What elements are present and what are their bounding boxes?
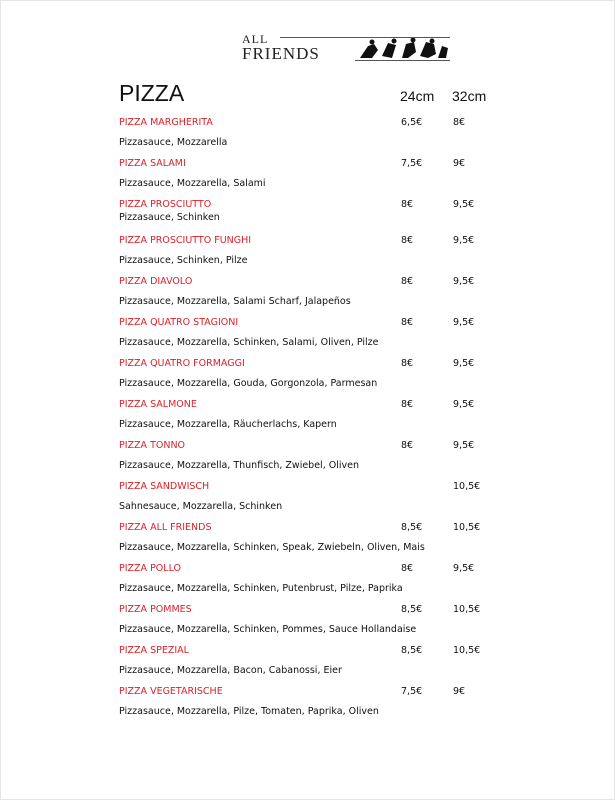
pizza-ingredients: Pizzasauce, Mozzarella, Schinken, Pommes, Sauce Hollandaise bbox=[119, 624, 417, 635]
price-32cm: 9,5€ bbox=[453, 563, 475, 574]
pizza-name: PIZZA TONNO bbox=[119, 440, 186, 451]
menu-item bbox=[119, 440, 519, 481]
menu-item bbox=[119, 235, 519, 276]
price-32cm: 10,5€ bbox=[453, 645, 481, 656]
logo-line1: ALL bbox=[242, 32, 269, 46]
price-24cm: 8,5€ bbox=[401, 645, 423, 656]
pizza-name: PIZZA POLLO bbox=[119, 563, 181, 574]
pizza-name: PIZZA SANDWISCH bbox=[119, 481, 210, 492]
pizza-ingredients: Pizzasauce, Mozzarella, Räucherlachs, Kapern bbox=[119, 419, 337, 430]
price-32cm: 9,5€ bbox=[453, 317, 475, 328]
menu-item bbox=[119, 399, 519, 440]
pizza-name: PIZZA ALL FRIENDS bbox=[119, 522, 212, 533]
price-32cm: 9,5€ bbox=[453, 440, 475, 451]
price-24cm: 6,5€ bbox=[401, 117, 423, 128]
pizza-name: PIZZA SALMONE bbox=[119, 399, 197, 410]
pizza-list bbox=[119, 117, 519, 727]
price-24cm: 7,5€ bbox=[401, 686, 423, 697]
menu-item bbox=[119, 563, 519, 604]
pizza-name: PIZZA DIAVOLO bbox=[119, 276, 193, 287]
size-header-24: 24cm bbox=[400, 88, 435, 104]
price-24cm: 8€ bbox=[401, 317, 414, 328]
pizza-ingredients: Pizzasauce, Mozzarella, Pilze, Tomaten, Paprika, Oliven bbox=[119, 706, 379, 717]
menu-item bbox=[119, 358, 519, 399]
price-24cm: 8,5€ bbox=[401, 604, 423, 615]
pizza-name: PIZZA POMMES bbox=[119, 604, 192, 615]
menu-item bbox=[119, 481, 519, 522]
pizza-ingredients: Pizzasauce, Mozzarella, Bacon, Cabanossi, Eier bbox=[119, 665, 342, 676]
pizza-name: PIZZA MARGHERITA bbox=[119, 117, 213, 128]
all-friends-logo bbox=[240, 33, 450, 63]
pizza-name: PIZZA QUATRO FORMAGGI bbox=[119, 358, 245, 369]
menu-item bbox=[119, 158, 519, 199]
pizza-ingredients: Pizzasauce, Mozzarella, Salami Scharf, Jalapeños bbox=[119, 296, 351, 307]
price-24cm: 8€ bbox=[401, 440, 414, 451]
pizza-ingredients: Pizzasauce, Schinken, Pilze bbox=[119, 255, 248, 266]
price-32cm: 9,5€ bbox=[453, 399, 475, 410]
pizza-ingredients: Pizzasauce, Mozzarella, Schinken, Speak, Zwiebeln, Oliven, Mais bbox=[119, 542, 425, 553]
price-32cm: 9,5€ bbox=[453, 276, 475, 287]
pizza-ingredients: Pizzasauce, Mozzarella, Schinken, Salami, Oliven, Pilze bbox=[119, 337, 379, 348]
logo-bottom-rule bbox=[355, 60, 450, 61]
price-32cm: 9€ bbox=[453, 158, 466, 169]
price-32cm: 9,5€ bbox=[453, 199, 475, 210]
menu-item bbox=[119, 199, 519, 235]
pizza-ingredients: Pizzasauce, Mozzarella, Gouda, Gorgonzola, Parmesan bbox=[119, 378, 378, 389]
pizza-name: PIZZA SPEZIAL bbox=[119, 645, 189, 656]
price-32cm: 10,5€ bbox=[453, 522, 481, 533]
pizza-name: PIZZA PROSCIUTTO bbox=[119, 199, 212, 210]
price-32cm: 10,5€ bbox=[453, 481, 481, 492]
pizza-name: PIZZA SALAMI bbox=[119, 158, 186, 169]
price-24cm: 7,5€ bbox=[401, 158, 423, 169]
pizza-ingredients: Pizzasauce, Mozzarella, Thunfisch, Zwiebel, Oliven bbox=[119, 460, 359, 471]
price-32cm: 9,5€ bbox=[453, 235, 475, 246]
pizza-ingredients: Pizzasauce, Mozzarella bbox=[119, 137, 228, 148]
menu-item bbox=[119, 645, 519, 686]
pizza-name: PIZZA QUATRO STAGIONI bbox=[119, 317, 239, 328]
pizza-name: PIZZA VEGETARISCHE bbox=[119, 686, 223, 697]
players-silhouette-icon bbox=[358, 38, 450, 60]
pizza-ingredients: Pizzasauce, Schinken bbox=[119, 212, 220, 223]
price-24cm: 8€ bbox=[401, 276, 414, 287]
price-24cm: 8€ bbox=[401, 235, 414, 246]
menu-item bbox=[119, 117, 519, 158]
price-24cm: 8€ bbox=[401, 399, 414, 410]
pizza-ingredients: Pizzasauce, Mozzarella, Schinken, Putenbrust, Pilze, Paprika bbox=[119, 583, 403, 594]
price-32cm: 10,5€ bbox=[453, 604, 481, 615]
price-32cm: 9€ bbox=[453, 686, 466, 697]
menu-item bbox=[119, 686, 519, 727]
price-24cm: 8€ bbox=[401, 563, 414, 574]
price-24cm: 8€ bbox=[401, 199, 414, 210]
price-24cm: 8€ bbox=[401, 358, 414, 369]
pizza-ingredients: Sahnesauce, Mozzarella, Schinken bbox=[119, 501, 283, 512]
menu-item bbox=[119, 276, 519, 317]
menu-item bbox=[119, 604, 519, 645]
pizza-name: PIZZA PROSCIUTTO FUNGHI bbox=[119, 235, 252, 246]
pizza-ingredients: Pizzasauce, Mozzarella, Salami bbox=[119, 178, 266, 189]
menu-item bbox=[119, 317, 519, 358]
price-32cm: 9,5€ bbox=[453, 358, 475, 369]
section-title: PIZZA bbox=[119, 80, 185, 106]
logo-line2: FRIENDS bbox=[242, 44, 320, 63]
menu-item bbox=[119, 522, 519, 563]
size-header-32: 32cm bbox=[452, 88, 487, 104]
price-24cm: 8,5€ bbox=[401, 522, 423, 533]
price-32cm: 8€ bbox=[453, 117, 466, 128]
